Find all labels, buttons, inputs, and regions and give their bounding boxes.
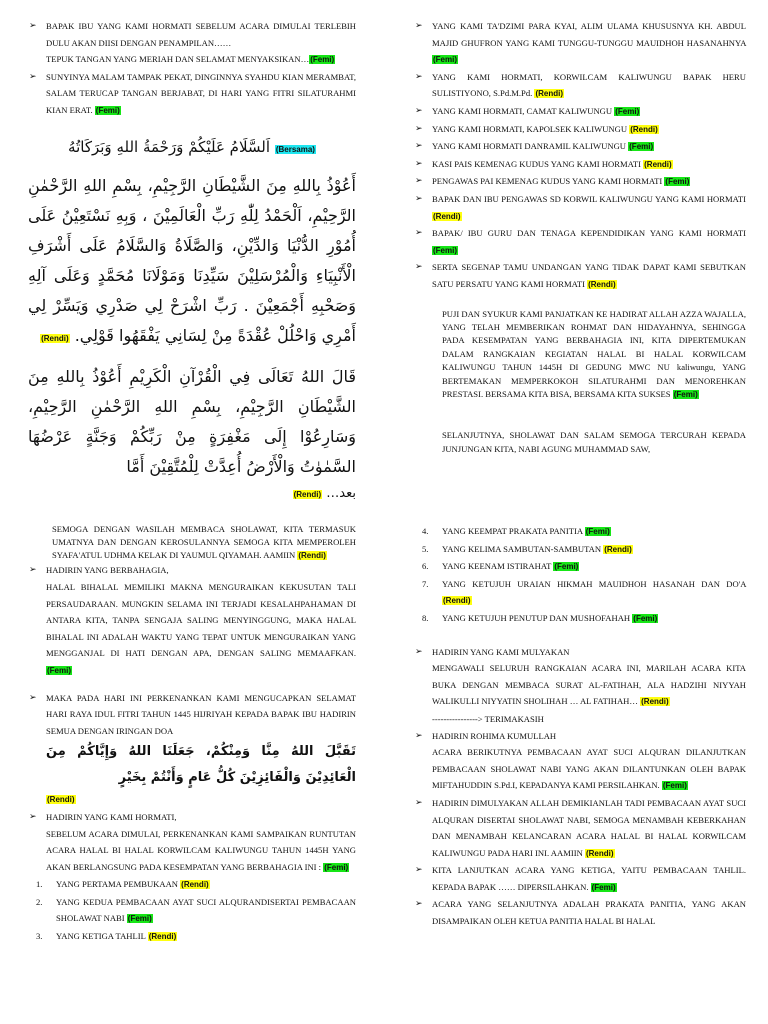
column-top-left [28,18,356,507]
bullet-dimulyakan [414,795,746,862]
speaker-tag-femi: (Femi) [591,882,616,892]
list-item-text: SERTA SEGENAP TAMU UNDANGAN YANG TIDAK DAPAT KAMI SEBUTKAN SATU PERSATU YANG KAMI HORMATI [432,262,746,289]
bullet-pantun [28,69,356,120]
speaker-tag-femi: (Femi) [662,781,687,791]
arrow-bullet-icon: ➢ [415,899,423,910]
speaker-tag-femi: (Femi) [47,665,71,675]
sholawat-paragraph [414,429,746,456]
list-item [414,259,746,293]
list-item [414,121,746,139]
agenda-number: 6. [422,561,429,572]
speaker-tag-femi: (Femi) [615,106,640,116]
list-item [414,18,746,69]
arrow-bullet-icon: ➢ [415,865,423,876]
list-item [414,191,746,225]
arrow-bullet-icon: ➢ [29,565,37,576]
speaker-tag-rendi: (Rendi) [535,89,563,99]
speaker-tag-bersama: (Bersama) [275,144,315,154]
salam-arabic [28,132,356,165]
idul-fitri-text: MAKA PADA HARI INI PERKENANKAN KAMI MENGUCAPKAN SELAMAT HARI RAYA IDUL FITRI TAHUN 1445 HIJRIYAH KEPADA BAPAK IBU HADIRIN SEMUA DENGAN IRINGAN DOA [46,692,356,736]
column-top-right [414,18,746,456]
bullet-runtutan [28,809,356,876]
arrow-bullet-icon: ➢ [29,692,37,703]
alquran-text: ACARA BERIKUTNYA PEMBACAAN AYAT SUCI ALQURAN DILANJUTKAN PEMBACAAN SHOLAWAT NABI YANG AKAN DILANTUNKAN OLEH BAPAK MIFTAHUDDIN S.Pd.I, KEPADANYA KAMI PERSILAHKAN. [432,747,746,791]
speaker-tag-femi: (Femi) [633,613,658,623]
list-item-text: BAPAK/ IBU GURU DAN TENAGA KEPENDIDIKAN YANG KAMI HORMATI [432,228,746,239]
agenda-number: 8. [422,612,429,623]
tahlil-text: KITA LANJUTKAN ACARA YANG KETIGA, YAITU PEMBACAAN TAHLIL. KEPADA BAPAK …… DIPERSILAHKAN. [432,865,746,892]
arrow-bullet-icon: ➢ [415,123,423,134]
opening-dua-arabic [28,171,356,354]
greeting-list [414,18,746,294]
speaker-tag-rendi: (Rendi) [443,596,471,606]
bullet-berbahagia [28,562,356,679]
speaker-tag-femi: (Femi) [673,389,698,399]
quran-verse-text: قَالَ اللهُ تَعَالَى فِي الْقُرْآنِ الْكَرِيْمِ أَعُوْذُ بِاللهِ مِنَ الشَّيْطَانِ الرَّجِيْمِ، بِسْمِ اللهِ الرَّحْمٰنِ الرَّحِيْمِ، وَسَارِعُوْا إِلَى مَغْفِرَةٍ مِنْ رَبِّكُمْ وَجَنَّةٍ عَرْضُهَا السَّمٰوٰتُ وَالْأَرْضُ أُعِدَّتْ لِلْمُتَّقِيْنَ أَمَّا [28,366,356,476]
syafaat-paragraph [28,523,356,562]
speaker-tag-rendi: (Rendi) [588,279,616,289]
praise-text: PUJI DAN SYUKUR KAMI PANJATKAN KE HADIRAT ALLAH AZZA WAJALLA, YANG TELAH MEMBERIKAN ROHMAT DAN HIDAYAHNYA, SEHINGGA PADA KESEMPATAN YANG BERBAHAGIA INI, KITA DIPERTEMUKAN DALAM RANGKAIAN KEGIATAN HALAL BI HALAL KORWILCAM KALIWUNGU TAHUN 1445H DI GEDUNG MWC NU kaliwungu, YANG BERTEMAKAN MEMPERKOKOH SILATURAHMI DAN MENOREHKAN PRESTASI. BERSAMA KITA BISA, BERSAMA KITA SUKSES [442,308,746,399]
speaker-tag-femi: (Femi) [554,562,579,572]
fatihah-text: MENGAWALI SELURUH RANGKAIAN ACARA INI, MARILAH ACARA KITA BUKA DENGAN MEMBACA SURAT AL-FATIHAH, ALA HADZIHI NIYYAH WALIKULLI NIYYATIN SHOLIHAH … AL FATIHAH… [432,663,746,707]
agenda-text: YANG KETUJUH PENUTUP DAN MUSHOFAHAH [442,612,631,623]
speaker-tag-rendi: (Rendi) [604,544,632,554]
syafaat-text: SEMOGA DENGAN WASILAH MEMBACA SHOLAWAT, KITA TERMASUK UMATNYA DAN DENGAN KEROSULANNYA SEMOGA KITA MEMPEROLEH SYAFA'ATUL UDHMA KELAK DI YAUMUL QIYAMAH. AAMIIN [52,524,356,560]
speaker-tag-rendi: (Rendi) [47,795,75,805]
list-item [414,156,746,174]
arrow-bullet-icon: ➢ [415,176,423,187]
speaker-tag-femi: (Femi) [127,914,152,924]
speaker-tag-femi: (Femi) [585,527,610,536]
arrow-bullet-icon: ➢ [29,811,37,822]
runtutan-heading: HADIRIN YANG KAMI HORMATI, [46,811,177,822]
agenda-item [414,523,746,541]
berbahagia-heading: HADIRIN YANG BERBAHAGIA, [46,565,169,576]
agenda-text: YANG KEDUA PEMBACAAN AYAT SUCI ALQURANDISERTAI PEMBACAAN SHOLAWAT NABI [56,896,356,924]
agenda-number: 1. [36,879,43,890]
speaker-tag-rendi: (Rendi) [630,124,658,134]
agenda-item [414,576,746,610]
agenda-item [414,558,746,576]
list-item [414,138,746,156]
list-item-text: YANG KAMI HORMATI, CAMAT KALIWUNGU [432,105,613,116]
prakata-text: ACARA YANG SELANJUTNYA ADALAH PRAKATA PANITIA, YANG AKAN DISAMPAIKAN OLEH KETUA PANITIA HALAL BI HALAL [432,899,746,927]
arrow-bullet-icon: ➢ [29,71,37,82]
quran-verse-arabic [28,362,356,482]
bullet-rohima [414,728,746,795]
opening-text: BAPAK IBU YANG KAMI HORMATI SEBELUM ACARA DIMULAI TERLEBIH DULU AKAN DIISI DENGAN PENAMPILAN…… [46,21,356,48]
agenda-list-1 [28,876,356,945]
salam-text: اَلسَّلَامُ عَلَيْكُمْ وَرَحْمَةُ اللهِ وَبَرَكَاتُهُ [68,137,271,156]
column-bottom-right [414,523,746,930]
halal-bihalal-text: HALAL BIHALAL MEMILIKI MAKNA MENGURAIKAN KEKUSUTAN TALI PERSAUDARAAN. MUNGKIN SELAMA INI TERJADI KESALAHPAHAMAN DI ANTARA KITA, TANPA SENGAJA SALING MENYINGGUNG, MAKA HALAL BIHALAL INI ADALAH WAKTU YANG TEPAT UNTUK MENGURAIKAN YANG MENGGANJAL DI HATI DENGAN APA, DENGAN SALING MEMAAFKAN. [46,581,356,659]
runtutan-text: SEBELUM ACARA DIMULAI, PERKENANKAN KAMI SAMPAIKAN RUNTUTAN ACARA HALAL BI HALAL KORWILCAM KALIWUNGU TAHUN 1445H YANG AKAN BERLANGSUNG PADA KESEMPATAN YANG BERBAHAGIA INI : [46,828,356,872]
agenda-number: 3. [36,931,43,942]
list-item [414,69,746,103]
arrow-bullet-icon: ➢ [415,21,423,31]
speaker-tag-femi: (Femi) [665,177,690,187]
applause-text: TEPUK TANGAN YANG MERIAH DAN SELAMAT MENYAKSIKAN… [46,54,310,65]
list-item-text: BAPAK DAN IBU PENGAWAS SD KORWIL KALIWUNGU YANG KAMI HORMATI [432,193,746,204]
list-item-text: YANG KAMI HORMATI, KORWILCAM KALIWUNGU BAPAK HERU SULISTIYONO, S.Pd.M.Pd. [432,71,746,99]
speaker-tag-femi: (Femi) [324,862,349,872]
praise-paragraph [414,308,746,402]
idul-fitri-doa-text: تَقَبَّلَ اللهُ مِنَّا وَمِنْكُمْ، جَعَلَنَا اللهُ وَإِيَّاكُمْ مِنَ الْعَائِدِيْنَ وَالْفَائِزِيْنَ كُلُّ عَامٍ وَأَنْتُمْ بِخَيْرٍ [46,744,356,786]
opening-dua-text: أَعُوْذُ بِاللهِ مِنَ الشَّيْطَانِ الرَّجِيْمِ، بِسْمِ اللهِ الرَّحْمٰنِ الرَّحِيْمِ، اَلْحَمْدُ لِلّٰهِ رَبِّ الْعَالَمِيْنَ ، وَبِهِ نَسْتَعِيْنُ عَلَى أُمُوْرِ الدُّنْيَا وَالدِّيْنِ، وَالصَّلَاةُ وَالسَّلَامُ عَلَى أَشْرَفِ الْأَنْبِيَاءِ وَالْمُرْسَلِيْنَ سَيِّدِنَا وَمَوْلَانَا مُحَمَّدٍ وَعَلَى آلِهِ وَصَحْبِهِ أَجْمَعِيْنَ . رَبِّ اشْرَحْ لِي صَدْرِي وَيَسِّرْ لِي أَمْرِي وَاحْلُلْ عُقْدَةً مِنْ لِسَانِي يَفْقَهُوا قَوْلِي. [28,175,356,345]
agenda-text: YANG KEEMPAT PRAKATA PANITIA [442,526,583,536]
arrow-bullet-icon: ➢ [415,797,423,808]
amma-badu-text: بعد… [326,485,356,501]
agenda-number: 5. [422,543,429,554]
speaker-tag-rendi: (Rendi) [644,159,672,169]
idul-fitri-doa-arabic [28,739,356,791]
arrow-bullet-icon: ➢ [415,141,423,152]
arrow-bullet-icon: ➢ [29,21,37,31]
speaker-tag-femi: (Femi) [95,105,120,115]
speaker-tag-rendi: (Rendi) [148,932,177,942]
pantun-text: SUNYINYA MALAM TAMPAK PEKAT, DINGINNYA SYAHDU KIAN MERAMBAT, SALAM TERUCAP TANGAN BERJABAT, DI HARI YANG FITRI SILATURAHMI KIAN ERAT. [46,71,356,115]
arrow-bullet-icon: ➢ [415,158,423,169]
bullet-tahlil [414,862,746,896]
speaker-tag-femi: (Femi) [433,55,457,65]
agenda-text: YANG KETUJUH URAIAN HIKMAH MAUIDHOH HASANAH DAN DO'A [442,578,746,589]
speaker-tag-rendi: (Rendi) [41,333,69,343]
terimakasih-text: ----------------> TERIMAKASIH [432,713,544,724]
speaker-tag-rendi: (Rendi) [293,489,322,499]
dimulyakan-text: HADIRIN DIMULYAKAN ALLAH DEMIKIANLAH TADI PEMBACAAN AYAT SUCI ALQURAN DISERTAI SHOLAWAT NABI, SEMOGA MENAMBAH KEBERKAHAN DAN MENAMBAH KELANCARAN ACARA HALAL BI HALAL KORWILCAM KALIWUNGU PADA HARI INI. AAMIIN [432,797,746,858]
amma-badu-arabic [28,482,356,507]
bullet-idul-fitri [28,690,356,740]
bullet-prakata [414,896,746,929]
speaker-tag-femi: (Femi) [433,245,457,255]
agenda-item [414,610,746,628]
agenda-text: YANG KEENAM ISTIRAHAT [442,561,552,572]
bullet-mulyakan [414,644,746,728]
doa-speaker [28,791,356,809]
speaker-tag-rendi: (Rendi) [433,211,461,221]
speaker-tag-rendi: (Rendi) [298,550,326,560]
column-bottom-left [28,523,356,946]
arrow-bullet-icon: ➢ [415,193,423,204]
speaker-tag-femi: (Femi) [629,142,654,152]
arrow-bullet-icon: ➢ [415,262,423,273]
list-item-text: YANG KAMI HORMATI DANRAMIL KALIWUNGU [432,141,626,152]
list-item-text: YANG KAMI TA'DZIMI PARA KYAI, ALIM ULAMA KHUSUSNYA KH. ABDUL MAJID GHUFRON YANG KAMI TUNGGU-TUNGGU MAUIDHOH HASANAHNYA [432,21,746,48]
rohima-heading: HADIRIN ROHIMA KUMULLAH [432,730,557,741]
bullet-opening [28,18,356,69]
arrow-bullet-icon: ➢ [415,105,423,116]
list-item [414,173,746,191]
agenda-item [414,541,746,559]
sholawat-text: SELANJUTNYA, SHOLAWAT DAN SALAM SEMOGA TERCURAH KEPADA JUNJUNGAN KITA, NABI AGUNG MUHAMMAD SAW, [442,430,746,454]
arrow-bullet-icon: ➢ [415,71,423,82]
speaker-tag-rendi: (Rendi) [641,697,669,707]
arrow-bullet-icon: ➢ [415,228,423,239]
speaker-tag-femi: (Femi) [310,55,335,65]
agenda-text: YANG KETIGA TAHLIL [56,931,146,942]
arrow-bullet-icon: ➢ [415,646,423,657]
agenda-item [28,894,356,928]
list-item-text: KASI PAIS KEMENAG KUDUS YANG KAMI HORMATI [432,158,641,169]
speaker-tag-rendi: (Rendi) [585,848,614,858]
agenda-text: YANG PERTAMA PEMBUKAAN [56,879,178,890]
agenda-text: YANG KELIMA SAMBUTAN-SAMBUTAN [442,543,602,554]
arrow-bullet-icon: ➢ [415,730,423,741]
agenda-number: 4. [422,526,429,536]
agenda-item [28,876,356,894]
agenda-item [28,928,356,946]
agenda-number: 7. [422,578,429,589]
list-item [414,103,746,121]
list-item-text: YANG KAMI HORMATI, KAPOLSEK KALIWUNGU [432,123,628,134]
agenda-list-2 [414,523,746,628]
list-item-text: PENGAWAS PAI KEMENAG KUDUS YANG KAMI HORMATI [432,176,663,187]
mulyakan-heading: HADIRIN YANG KAMI MULYAKAN [432,646,570,657]
speaker-tag-rendi: (Rendi) [181,880,209,890]
agenda-number: 2. [36,896,43,907]
list-item [414,225,746,259]
